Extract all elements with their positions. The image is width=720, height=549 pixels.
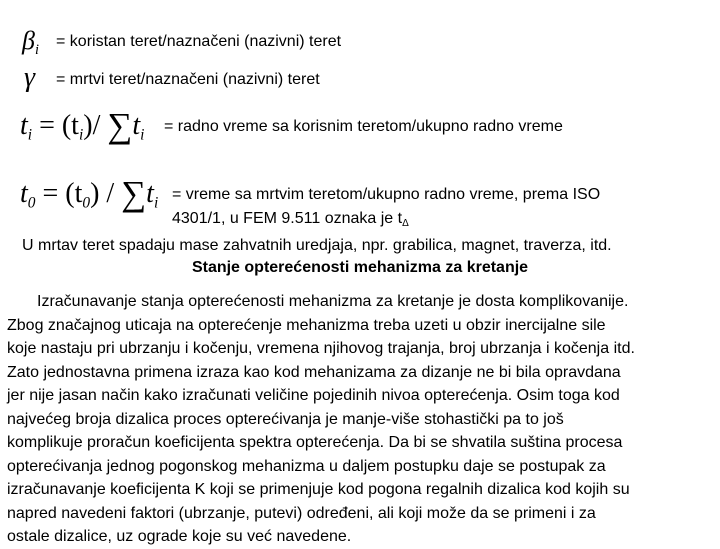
t0-lhs-subscript: 0	[27, 194, 36, 212]
paragraph-line: najvećeg broja dizalica proces opterećivanja je manje-više stohastički pa to još	[7, 410, 564, 428]
ti-sum-term: t	[132, 110, 141, 142]
ti-open-subscript: i	[78, 126, 84, 144]
beta-glyph: β	[22, 26, 35, 55]
t0-definition-line2-text: 4301/1, u FEM 9.511 oznaka je t	[172, 210, 403, 227]
sum-icon: ∑	[121, 174, 147, 213]
paragraph-line: Zbog značajnog uticaja na opterećenje mehanizma treba uzeti u obzir inercijalne sile	[7, 316, 606, 334]
ti-formula	[20, 106, 144, 146]
gamma-symbol	[24, 62, 35, 94]
paragraph-line: Zato jednostavna primena izraza kao kod mehanizama za dizanje ne bi bila opravdana	[7, 363, 621, 381]
t0-definition-line1: = vreme sa mrtvim teretom/ukupno radno vreme, prema ISO	[172, 186, 601, 203]
t0-lhs: t	[20, 178, 28, 210]
ti-sum-subscript: i	[140, 126, 145, 144]
paragraph-line: koje nastaju pri ubrzanju i kočenju, vremena njihovog trajanja, broj ubrzanja i kočenja itd.	[7, 340, 635, 357]
ti-lhs: t	[20, 110, 28, 142]
t0-open-subscript: 0	[82, 194, 91, 212]
body-paragraph	[7, 290, 717, 549]
gamma-definition: = mrtvi teret/naznačeni (nazivni) teret	[56, 71, 320, 88]
paragraph-line: napred navedeni faktori (ubrzanje, putevi) određeni, ali koji može da se primeni i za	[7, 504, 596, 522]
beta-definition: = koristan teret/naznačeni (nazivni) teret	[56, 33, 342, 50]
t0-definition-line2	[172, 209, 409, 234]
delta-subscript: Δ	[402, 218, 409, 229]
ti-lhs-subscript: i	[27, 126, 33, 144]
sum-icon: ∑	[107, 106, 133, 145]
ti-close: )/	[83, 110, 101, 142]
gamma-glyph: γ	[24, 62, 36, 93]
beta-symbol	[22, 26, 39, 59]
ti-open: = (t	[39, 110, 79, 142]
t0-close: ) /	[90, 178, 115, 210]
section-heading: Stanje opterećenosti mehanizma za kretanje	[191, 259, 529, 276]
dead-load-note: U mrtav teret spadaju mase zahvatnih uredjaja, npr. grabilica, magnet, traverza, itd.	[22, 237, 612, 254]
paragraph-line: komplikuje proračun koeficijenta spektra opterećenja. Da bi se shvatila suština procesa	[7, 434, 623, 451]
paragraph-line: ostale dizalice, uz ograde koje su već navedene.	[7, 528, 352, 545]
ti-definition: = radno vreme sa korisnim teretom/ukupno radno vreme	[164, 118, 563, 135]
paragraph-line: opterećivanja jednog pogonskog mehanizma u daljem postupku daje se postupak za	[7, 457, 606, 475]
paragraph-line: Izračunavanje stanja opterećenosti mehanizma za kretanje je dosta komplikovanije.	[37, 293, 629, 310]
t0-sum-term: t	[146, 178, 154, 210]
t0-open: = (t	[42, 178, 83, 210]
beta-subscript: i	[34, 42, 39, 58]
t0-sum-subscript: i	[153, 194, 159, 212]
paragraph-line: jer nije jasan način kako izračunati veličine pojedinih nivoa opterećenja. Osim toga kod	[7, 387, 620, 404]
paragraph-line: izračunavanje koeficijenta K koji se primenjuje kod pogona regalnih dizalica kod kojih su	[7, 481, 630, 498]
t0-formula	[20, 174, 158, 214]
